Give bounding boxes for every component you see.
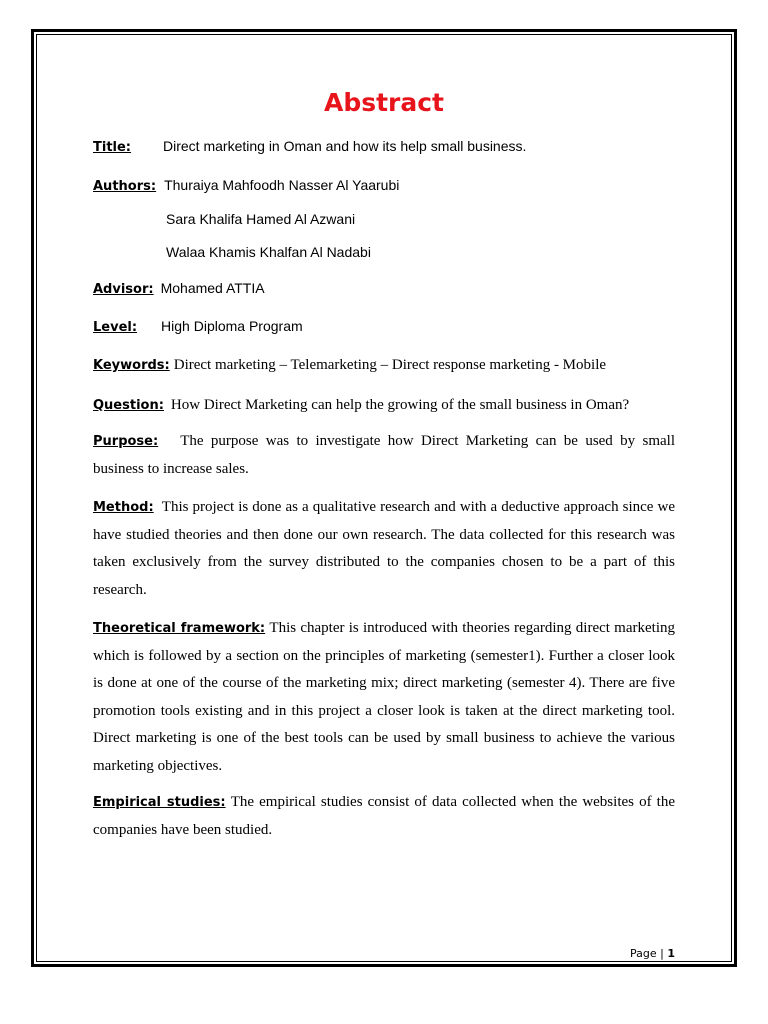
empirical-paragraph [93, 789, 675, 844]
theoretical-text: This chapter is introduced with theories regarding direct marketing which is followed by a section on the principles of marketing (semester1). Further a closer look is done at one of the course of the marketing mix; direct marketing (semester 4). There are five promotion tools existing and in this project a closer look is taken at the direct marketing tool. Direct marketing is one of the best tools can be used by small business to achieve the various marketing objectives. [93, 620, 675, 774]
level-value: High Diploma Program [161, 318, 303, 334]
question-row [93, 396, 629, 414]
authors-label: Authors: [93, 179, 157, 194]
footer-label: Page [629, 947, 657, 960]
author-name: Walaa Khamis Khalfan Al Nadabi [166, 244, 371, 260]
method-text: This project is done as a qualitative research and with a deductive approach since we have studied theories and then done our own research. The data collected for this research was taken exclusively from the survey distributed to the companies chosen to be a part of this research. [93, 499, 676, 598]
title-value: Direct marketing in Oman and how its help small business. [163, 138, 527, 154]
keywords-label: Keywords: [93, 358, 170, 373]
empirical-text: The empirical studies consist of data collected when the websites of the companies have been studied. [93, 794, 675, 838]
footer-separator: | [660, 947, 664, 960]
title-row [93, 138, 526, 156]
question-value: How Direct Marketing can help the growing of the small business in Oman? [170, 397, 630, 413]
keywords-row [93, 356, 606, 374]
advisor-value: Mohamed ATTIA [160, 280, 265, 296]
page-number-footer [630, 947, 675, 960]
author-name: Thuraiya Mahfoodh Nasser Al Yaarubi [164, 177, 400, 193]
advisor-row [93, 280, 265, 298]
advisor-label: Advisor: [93, 282, 154, 297]
author-name: Sara Khalifa Hamed Al Azwani [166, 211, 356, 227]
purpose-label: Purpose: [93, 434, 159, 449]
purpose-text: The purpose was to investigate how Direct Marketing can be used by small business to increase sales. [93, 433, 676, 477]
theoretical-label: Theoretical framework: [93, 621, 266, 636]
method-label: Method: [93, 500, 154, 515]
level-row [93, 318, 303, 336]
title-label: Title: [93, 140, 132, 155]
keywords-value: Direct marketing – Telemarketing – Direct response marketing - Mobile [173, 357, 607, 373]
question-label: Question: [93, 398, 164, 413]
purpose-paragraph [93, 428, 675, 483]
method-paragraph [93, 494, 675, 604]
empirical-label: Empirical studies: [93, 795, 226, 810]
theoretical-paragraph [93, 615, 675, 780]
page-number: 1 [667, 947, 675, 960]
level-label: Level: [93, 320, 138, 335]
page-title: Abstract [323, 88, 445, 117]
authors-row [93, 177, 399, 195]
